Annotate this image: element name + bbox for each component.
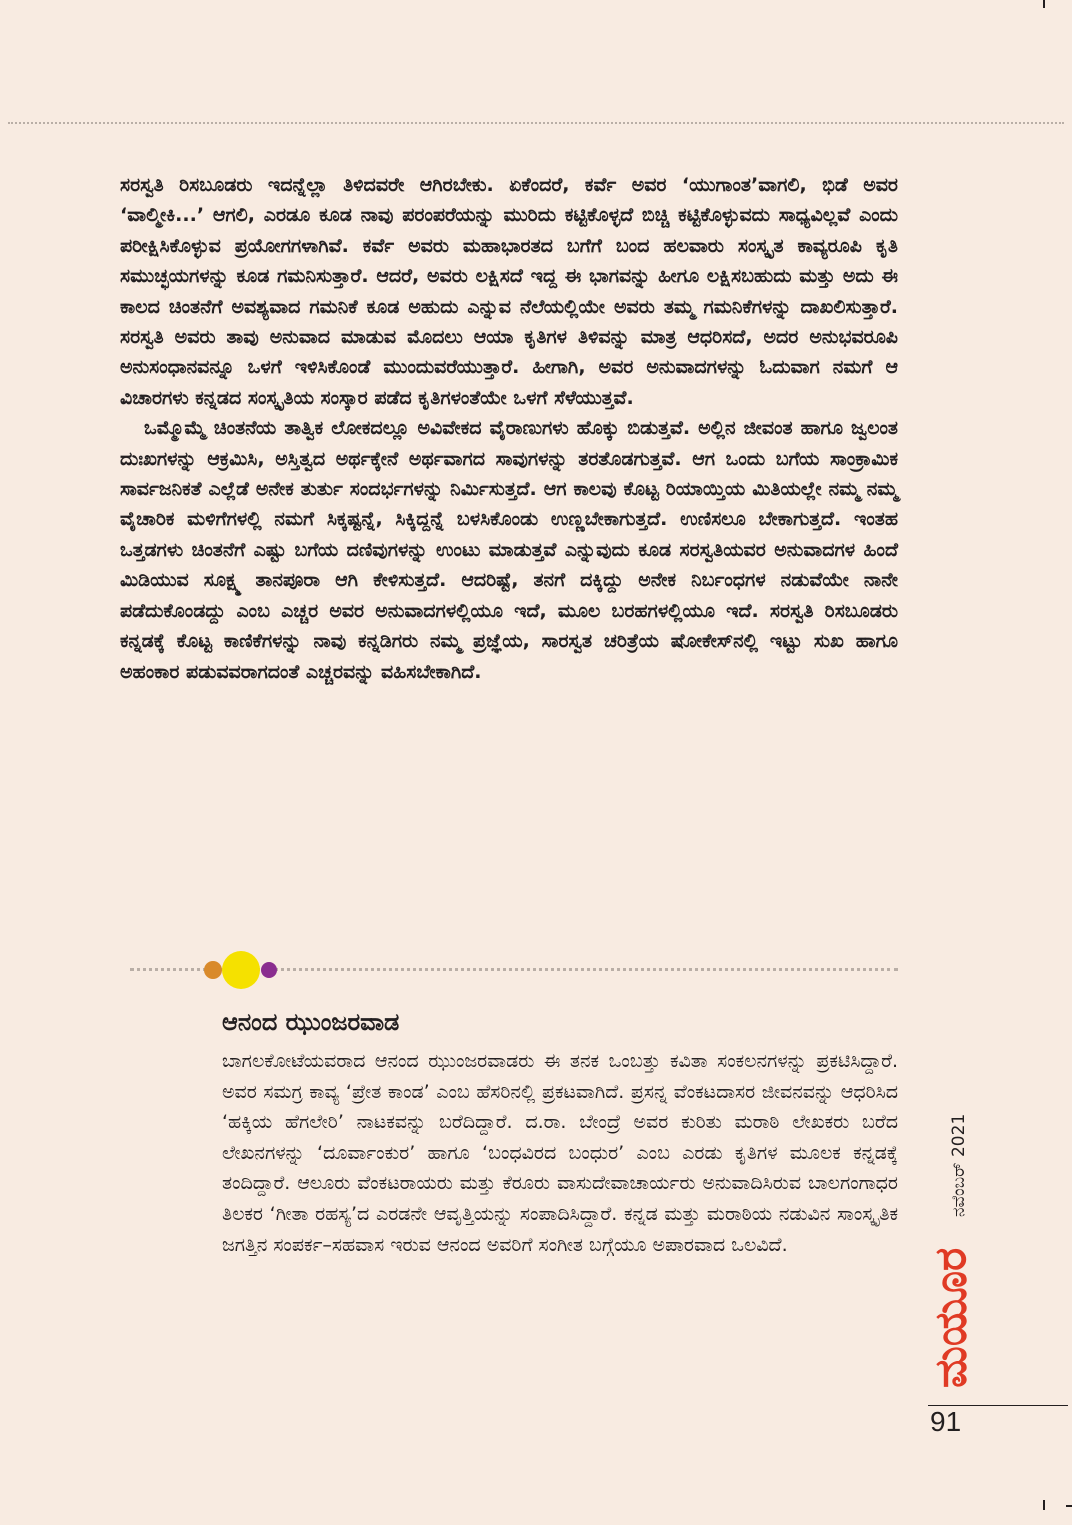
- article-paragraph-1: ಸರಸ್ವತಿ ರಿಸಬೂಡರು ಇದನ್ನೆಲ್ಲಾ ತಿಳಿದವರೇ ಆಗಿರಬೇಕು. ಏಕೆಂದರೆ, ಕರ್ವೆ ಅವರ ‘ಯುಗಾಂತ’ವಾಗಲಿ, ಭಿಡೆ ಅವರ ‘ವಾಲ್ಮೀಕಿ...’ ಆಗಲಿ, ಎರಡೂ ಕೂಡ ನಾವು ಪರಂಪರೆಯನ್ನು ಮುರಿದು ಕಟ್ಟಿಕೊಳ್ಳದೆ ಬಿಚ್ಚಿ ಕಟ್ಟಿಕೊಳ್ಳುವದು ಸಾಧ್ಯವಿಲ್ಲವೆ ಎಂದು ಪರೀಕ್ಷಿಸಿಕೊಳ್ಳುವ ಪ್ರಯೋಗಗಳಾಗಿವೆ. ಕರ್ವೆ ಅವರು ಮಹಾಭಾರತದ ಬಗೆಗೆ ಬಂದ ಹಲವಾರು ಸಂಸ್ಕೃತ ಕಾವ್ಯರೂಪಿ ಕೃತಿ ಸಮುಚ್ಛಯಗಳನ್ನು ಕೂಡ ಗಮನಿಸುತ್ತಾರೆ. ಆದರೆ, ಅವರು ಲಕ್ಷಿಸದೆ ಇದ್ದ ಈ ಭಾಗವನ್ನು ಹೀಗೂ ಲಕ್ಷಿಸಬಹುದು ಮತ್ತು ಅದು ಈ ಕಾಲದ ಚಿಂತನೆಗೆ ಅವಶ್ಯವಾದ ಗಮನಿಕೆ ಕೂಡ ಅಹುದು ಎನ್ನುವ ನೆಲೆಯಲ್ಲಿಯೇ ಅವರು ತಮ್ಮ ಗಮನಿಕೆಗಳನ್ನು ದಾಖಲಿಸುತ್ತಾರೆ. ಸರಸ್ವತಿ ಅವರು ತಾವು ಅನುವಾದ ಮಾಡುವ ಮೊದಲು ಆಯಾ ಕೃತಿಗಳ ತಿಳಿವನ್ನು ಮಾತ್ರ ಆಧರಿಸದೆ, ಅದರ ಅನುಭವರೂಪಿ ಅನುಸಂಧಾನವನ್ನೂ ಒಳಗೆ ಇಳಿಸಿಕೊಂಡೆ ಮುಂದುವರೆಯುತ್ತಾರೆ. ಹೀಗಾಗಿ, ಅವರ ಅನುವಾದಗಳನ್ನು ಓದುವಾಗ ನಮಗೆ ಆ ವಿಚಾರಗಳು ಕನ್ನಡದ ಸಂಸ್ಕೃತಿಯ ಸಂಸ್ಕಾರ ಪಡೆದ ಕೃತಿಗಳಂತೆಯೇ ಒಳಗೆ ಸೆಳೆಯುತ್ತವೆ.: [120, 174, 898, 409]
- yellow-dot-ornament: [222, 951, 260, 989]
- purple-dot-ornament: [261, 962, 277, 978]
- author-name: ಆನಂದ ಝುಂಜರವಾಡ: [222, 1008, 400, 1036]
- crop-mark-right-edge: [1066, 1505, 1072, 1507]
- author-bio: ಬಾಗಲಕೋಟೆಯವರಾದ ಆನಂದ ಝುಂಜರವಾಡರು ಈ ತನಕ ಒಂಬತ್ತು ಕವಿತಾ ಸಂಕಲನಗಳನ್ನು ಪ್ರಕಟಿಸಿದ್ದಾರೆ. ಅವರ ಸಮಗ್ರ ಕಾವ್ಯ ‘ಪ್ರೇತ ಕಾಂಡ’ ಎಂಬ ಹೆಸರಿನಲ್ಲಿ ಪ್ರಕಟವಾಗಿದೆ. ಪ್ರಸನ್ನ ವೆಂಕಟದಾಸರ ಜೀವನವನ್ನು ಆಧರಿಸಿದ ‘ಹಕ್ಕಿಯ ಹೆಗಲೇರಿ’ ನಾಟಕವನ್ನು ಬರೆದಿದ್ದಾರೆ. ದ.ರಾ. ಬೇಂದ್ರೆ ಅವರ ಕುರಿತು ಮರಾಠಿ ಲೇಖಕರು ಬರೆದ ಲೇಖನಗಳನ್ನು ‘ದೂರ್ವಾಂಕುರ’ ಹಾಗೂ ‘ಬಂಧವಿರದ ಬಂಧುರ’ ಎಂಬ ಎರಡು ಕೃತಿಗಳ ಮೂಲಕ ಕನ್ನಡಕ್ಕೆ ತಂದಿದ್ದಾರೆ. ಆಲೂರು ವೆಂಕಟರಾಯರು ಮತ್ತು ಕೆರೂರು ವಾಸುದೇವಾಚಾರ್ಯರು ಅನುವಾದಿಸಿರುವ ಬಾಲಗಂಗಾಧರ ತಿಲಕರ ‘ಗೀತಾ ರಹಸ್ಯ’ದ ಎರಡನೇ ಆವೃತ್ತಿಯನ್ನು ಸಂಪಾದಿಸಿದ್ದಾರೆ. ಕನ್ನಡ ಮತ್ತು ಮರಾಠಿಯ ನಡುವಿನ ಸಾಂಸ್ಕೃತಿಕ ಜಗತ್ತಿನ ಸಂಪರ್ಕ–ಸಹವಾಸ ಇರುವ ಆನಂದ ಅವರಿಗೆ ಸಂಗೀತ ಬಗ್ಗೆಯೂ ಅಪಾರವಾದ ಒಲವಿದೆ.: [222, 1050, 898, 1256]
- main-article: [120, 170, 898, 687]
- orange-dot-ornament: [204, 961, 222, 979]
- article-paragraph-2: ಒಮ್ಮೊಮ್ಮೆ ಚಿಂತನೆಯ ತಾತ್ವಿಕ ಲೋಕದಲ್ಲೂ ಅವಿವೇಕದ ವೈರಾಣುಗಳು ಹೊಕ್ಕು ಬಿಡುತ್ತವೆ. ಅಲ್ಲಿನ ಜೀವಂತ ಹಾಗೂ ಜ್ವಲಂತ ದುಃಖಗಳನ್ನು ಆಕ್ರಮಿಸಿ, ಅಸ್ತಿತ್ವದ ಅರ್ಥಕ್ಕೇನೆ ಅರ್ಥವಾಗದ ಸಾವುಗಳನ್ನು ತರತೊಡಗುತ್ತವೆ. ಆಗ ಒಂದು ಬಗೆಯ ಸಾಂಕ್ರಾಮಿಕ ಸಾರ್ವಜನಿಕತೆ ಎಲ್ಲೆಡೆ ಅನೇಕ ತುರ್ತು ಸಂದರ್ಭಗಳನ್ನು ನಿರ್ಮಿಸುತ್ತದೆ. ಆಗ ಕಾಲವು ಕೊಟ್ಟ ರಿಯಾಯ್ತಿಯ ಮಿತಿಯಲ್ಲೇ ನಮ್ಮ ನಮ್ಮ ವೈಚಾರಿಕ ಮಳಿಗೆಗಳಲ್ಲಿ ನಮಗೆ ಸಿಕ್ಕಷ್ಟನ್ನೆ, ಸಿಕ್ಕಿದ್ದನ್ನೆ ಬಳಸಿಕೊಂಡು ಉಣ್ಣಬೇಕಾಗುತ್ತದೆ. ಉಣಿಸಲೂ ಬೇಕಾಗುತ್ತದೆ. ಇಂತಹ ಒತ್ತಡಗಳು ಚಿಂತನೆಗೆ ಎಷ್ಟು ಬಗೆಯ ದಣಿವುಗಳನ್ನು ಉಂಟು ಮಾಡುತ್ತವೆ ಎನ್ನುವುದು ಕೂಡ ಸರಸ್ವತಿಯವರ ಅನುವಾದಗಳ ಹಿಂದೆ ಮಿಡಿಯುವ ಸೂಕ್ಷ್ಮ ತಾನಪೂರಾ ಆಗಿ ಕೇಳಿಸುತ್ತದೆ. ಆದರಿಷ್ಟೆ, ತನಗೆ ದಕ್ಕಿದ್ದು ಅನೇಕ ನಿರ್ಬಂಧಗಳ ನಡುವೆಯೇ ನಾನೇ ಪಡೆದುಕೊಂಡದ್ದು ಎಂಬ ಎಚ್ಚರ ಅವರ ಅನುವಾದಗಳಲ್ಲಿಯೂ ಇದೆ, ಮೂಲ ಬರಹಗಳಲ್ಲಿಯೂ ಇದೆ. ಸರಸ್ವತಿ ರಿಸಬೂಡರು ಕನ್ನಡಕ್ಕೆ ಕೊಟ್ಟ ಕಾಣಿಕೆಗಳನ್ನು ನಾವು ಕನ್ನಡಿಗರು ನಮ್ಮ ಪ್ರಜ್ಞೆಯ, ಸಾರಸ್ವತ ಚರಿತ್ರೆಯ ಷೋಕೇಸ್‌ನಲ್ಲಿ ಇಟ್ಟು ಸುಖ ಹಾಗೂ ಅಹಂಕಾರ ಪಡುವವರಾಗದಂತೆ ಎಚ್ಚರವನ್ನು ವಹಿಸಬೇಕಾಗಿದೆ.: [120, 417, 898, 683]
- page-number: 91: [930, 1406, 962, 1437]
- crop-mark-top-right: [1043, 0, 1045, 8]
- crop-mark-bottom-right: [1043, 1500, 1045, 1510]
- magazine-logo: ಮಯೂರ: [925, 1247, 977, 1389]
- issue-date: ನವೆಂಬರ್ 2021: [949, 1113, 969, 1217]
- top-dotted-rule: [8, 122, 1064, 124]
